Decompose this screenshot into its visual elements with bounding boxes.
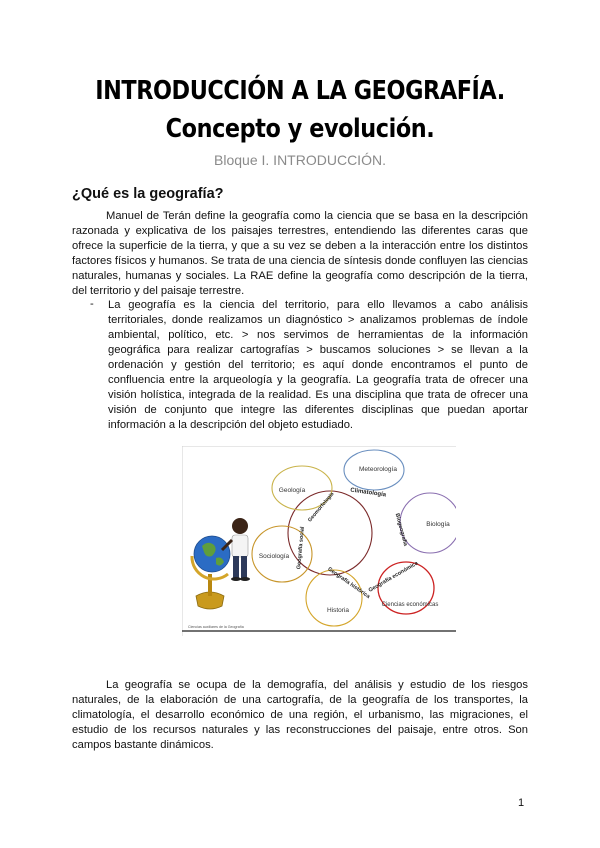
label-geomorfologia: Geomorfología <box>307 491 336 524</box>
geography-diagram-figure <box>182 446 456 636</box>
label-geografia-historica: Geografía histórica <box>326 566 371 601</box>
bullet-marker: - <box>90 298 94 310</box>
document-subtitle: Bloque I. INTRODUCCIÓN. <box>214 152 386 168</box>
page-number: 1 <box>518 797 525 809</box>
student-shoe-right <box>240 577 250 581</box>
section-heading: ¿Qué es la geografía? <box>72 186 224 202</box>
label-geografia-social: Geografía social <box>296 526 306 570</box>
label-sociologia: Sociología <box>258 553 290 560</box>
document-title-line2: Concepto y evolución. <box>165 114 435 144</box>
student-shoe-left <box>231 577 241 581</box>
historia-circle <box>306 570 362 626</box>
figure-caption: Ciencias auxiliares de la Geografía <box>188 625 244 629</box>
label-historia: Historia <box>326 607 350 614</box>
paragraph-definition: Manuel de Terán define la geografía como la ciencia que se basa en la descripción razonada y explicativa de los paisajes terrestres, entendiendo las diferentes caras que ofrece la superficie de la tierra, y que a su vez se deben a la interacción entre los distintos factores físicos y humanos. Se trata de una ciencia de síntesis donde confluyen las ciencias naturales, humanas y sociales. La RAE define la geografía como descripción de la tierra, del territorio y del paisaje terrestre. <box>72 210 528 297</box>
student-leg-right <box>241 556 247 578</box>
document-title-line1: INTRODUCCIÓN A LA GEOGRAFÍA. <box>95 76 505 106</box>
label-ciencias-economicas: Ciencias económicas <box>381 602 439 608</box>
student-shirt <box>232 535 248 557</box>
paragraph-fields: La geografía se ocupa de la demografía, del análisis y estudio de los riesgos naturales, de la elaboración de una cartografía, de la geografía de los transportes, la climatología, el desarrollo económico de una región, el urbanismo, las migraciones, el estudio de los recursos naturales y las reconstrucciones del paisaje, entre otros. Son campos bastante dinámicos. <box>72 679 528 751</box>
label-geologia: Geología <box>278 487 306 494</box>
label-biogeografia: Biogeografía <box>393 512 409 547</box>
label-meteorologia: Meteorología <box>359 466 397 473</box>
bullet-item-territory: La geografía es la ciencia del territorio, para ello llevamos a cabo análisis territoriales, donde realizamos un diagnóstico > analizamos problemas de índole ambiental, político, etc. > nos servimos de herramientas de la información geográfica para realizar cartografías > buscamos soluciones > se llevan a la ordenación y gestión del territorio; es aquí donde encontramos el punto de confluencia entre la arqueología y la geografía. La geografía trata de ofrecer una visión holística, integrada de la realidad. Es una disciplina que trata de ofrecer una visión de conjunto que integre las diferentes disciplinas que puedan aportar información a la descripción del objeto estudiado. <box>108 299 528 431</box>
label-geografia-economica: Geografía económica <box>367 560 420 594</box>
student-leg-left <box>233 556 239 578</box>
label-biologia: Biología <box>426 521 450 528</box>
label-climatologia: Climatología <box>349 487 387 499</box>
student-head <box>232 518 248 534</box>
